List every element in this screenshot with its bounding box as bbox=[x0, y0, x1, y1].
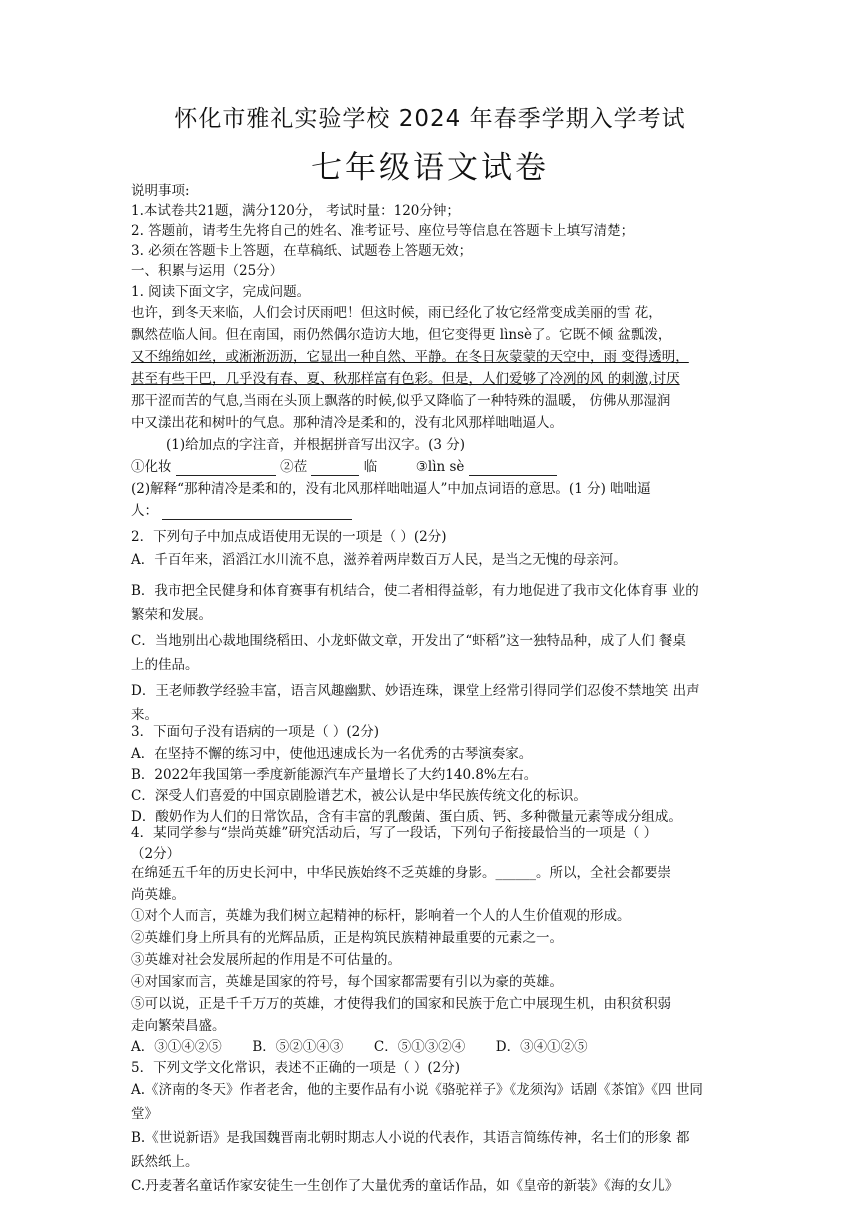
exam-title: 七年级语文试卷 bbox=[311, 150, 549, 186]
choice-b[interactable]: B．⑤②①④③ bbox=[252, 1039, 344, 1055]
passage-line: 又不绵绵如丝，或淅淅沥沥，它显出一种自然、平静。在冬日灰蒙蒙的天空中，雨 变得透明， bbox=[131, 349, 689, 365]
instruction-item: 2. 答题前，请考生先将自己的姓名、准考证号、座位号等信息在答题卡上填写清楚； bbox=[131, 223, 635, 239]
question-5-stem: 5．下列文学文化常识，表述不正确的一项是（ ）(2分) bbox=[131, 1060, 461, 1076]
instruction-item: 1.本试卷共21题，满分120分， 考试时量：120分钟； bbox=[131, 203, 460, 219]
question-5-option: B.《世说新语》是我国魏晋南北朝时期志人小说的代表作，其语言简练传神，名士们的形象 都 bbox=[131, 1130, 690, 1146]
answer-blank[interactable] bbox=[176, 461, 276, 476]
question-3-stem: 3．下面句子没有语病的一项是（ ）(2分) bbox=[131, 724, 380, 740]
question-4-item: ④对国家而言，英雄是国家的符号，每个国家都需要有引以为豪的英雄。 bbox=[131, 974, 563, 990]
question-2-option: C．当地别出心裁地围绕稻田、小龙虾做文章，开发出了“虾稻”这一独特品种，成了人们 餐桌 bbox=[131, 633, 686, 649]
question-2-option: 繁荣和发展。 bbox=[131, 607, 212, 623]
question-1-sub2: (2)解释“那种清冷是柔和的，没有北风那样咄咄逼人”中加点词语的意思。(1 分) 咄咄逼 bbox=[131, 481, 651, 497]
instructions-heading: 说明事项: bbox=[131, 183, 190, 199]
question-4-item: 走向繁荣昌盛。 bbox=[131, 1018, 226, 1034]
school-title: 怀化市雅礼实验学校 2024 年春季学期入学考试 bbox=[174, 106, 686, 132]
question-2-stem: 2．下列句子中加点成语使用无误的一项是（ ）(2分) bbox=[131, 529, 447, 545]
question-4-choices bbox=[131, 1038, 588, 1056]
answer-blank[interactable] bbox=[311, 461, 359, 476]
passage-line: 那干涩而苦的气息,当雨在头顶上飘落的时候,似乎又降临了一种特殊的温暖， 仿佛从那湿润 bbox=[131, 393, 671, 409]
question-3-option: A．在坚持不懈的练习中，使他迅速成长为一名优秀的古琴演奏家。 bbox=[131, 746, 533, 762]
question-2-option: D．王老师教学经验丰富，语言风趣幽默、妙语连珠，课堂上经常引得同学们忍俊不禁地笑 出声 bbox=[131, 683, 700, 699]
question-4-lead: 尚英雄。 bbox=[131, 887, 185, 903]
question-4-item: ②英雄们身上所具有的光辉品质，正是构筑民族精神最重要的元素之一。 bbox=[131, 930, 563, 946]
question-4-item: ⑤可以说，正是千千万万的英雄，才使得我们的国家和民族于危亡中展现生机，由积贫积弱 bbox=[131, 996, 671, 1012]
fill-item-a: ①化妆 bbox=[131, 459, 172, 475]
question-2-option: 来。 bbox=[131, 707, 158, 723]
choice-a[interactable]: A．③①④②⑤ bbox=[131, 1039, 222, 1055]
question-1-fill-row bbox=[131, 458, 557, 476]
question-2-option: A．千百年来，滔滔江水川流不息，滋养着两岸数百万人民，是当之无愧的母亲河。 bbox=[131, 552, 627, 568]
choice-d[interactable]: D．③④①②⑤ bbox=[495, 1039, 588, 1055]
question-2-option: 上的佳品。 bbox=[131, 657, 199, 673]
question-4-lead: 在绵延五千年的历史长河中，中华民族始终不乏英雄的身影。______。所以，全社会都要崇 bbox=[131, 865, 671, 881]
question-4-item: ①对个人而言，英雄为我们树立起精神的标杆，影响着一个人的人生价值观的形成。 bbox=[131, 908, 631, 924]
answer-blank[interactable] bbox=[469, 461, 557, 476]
answer-blank[interactable] bbox=[162, 505, 352, 520]
question-3-option: B．2022年我国第一季度新能源汽车产量增长了大约140.8%左右。 bbox=[131, 767, 538, 783]
instruction-item: 3. 必须在答题卡上答题，在草稿纸、试题卷上答题无效； bbox=[131, 243, 473, 259]
question-2-option: B．我市把全民健身和体育赛事有机结合，使二者相得益彰，有力地促进了我市文化体育事 业的 bbox=[131, 583, 699, 599]
question-1-sub1: (1)给加点的字注音，并根据拼音写出汉字。(3 分) bbox=[166, 437, 466, 453]
fill-item-c: ③lìn sè bbox=[415, 459, 465, 475]
question-1-sub2-tail bbox=[131, 502, 352, 520]
question-5-option: 跃然纸上。 bbox=[131, 1154, 199, 1170]
choice-c[interactable]: C．⑤①③②④ bbox=[373, 1039, 466, 1055]
question-5-option: C.丹麦著名童话作家安徒生一生创作了大量优秀的童话作品，如《皇帝的新装》《海的女儿》 bbox=[131, 1178, 679, 1194]
question-3-option: D．酸奶作为人们的日常饮品，含有丰富的乳酸菌、蛋白质、钙、多种微量元素等成分组成。 bbox=[131, 809, 682, 825]
question-4-stem: 4．某同学参与“崇尚英雄”研究活动后，写了一段话，下列句子衔接最恰当的一项是（ ） bbox=[131, 825, 658, 841]
question-4-item: ③英雄对社会发展所起的作用是不可估量的。 bbox=[131, 952, 401, 968]
question-5-option: A.《济南的冬天》作者老舍，他的主要作品有小说《骆驼祥子》《龙须沟》话剧《茶馆》《四 世同 bbox=[131, 1082, 703, 1098]
sub2-tail-text: 人： bbox=[131, 503, 158, 519]
section-heading: 一、积累与运用（25分） bbox=[131, 263, 284, 279]
question-5-option: 堂》 bbox=[131, 1106, 158, 1122]
question-1-stem: 1. 阅读下面文字，完成问题。 bbox=[131, 284, 311, 300]
question-3-option: C．深受人们喜爱的中国京剧脸谱艺术，被公认是中华民族传统文化的标识。 bbox=[131, 788, 587, 804]
passage-line: 中又漾出花和树叶的气息。那种清冷是柔和的，没有北风那样咄咄逼人。 bbox=[131, 415, 563, 431]
question-4-score: （2分） bbox=[131, 846, 181, 862]
passage-line: 也许，到冬天来临，人们会讨厌雨吧！但这时候，雨已经化了妆它经常变成美丽的雪 花， bbox=[131, 305, 662, 321]
fill-item-b: ②莅 bbox=[280, 459, 308, 475]
passage-line: 甚至有些干巴，几乎没有春、夏、秋那样富有色彩。但是，人们爱够了冷冽的风 的刺激,讨厌 bbox=[131, 371, 680, 387]
passage-line: 飘然莅临人间。但在南国，雨仍然偶尔造访大地，但它变得更 lìnsè了。它既不倾 盆瓢泼， bbox=[131, 327, 672, 343]
fill-item-b2: 临 bbox=[363, 459, 378, 475]
